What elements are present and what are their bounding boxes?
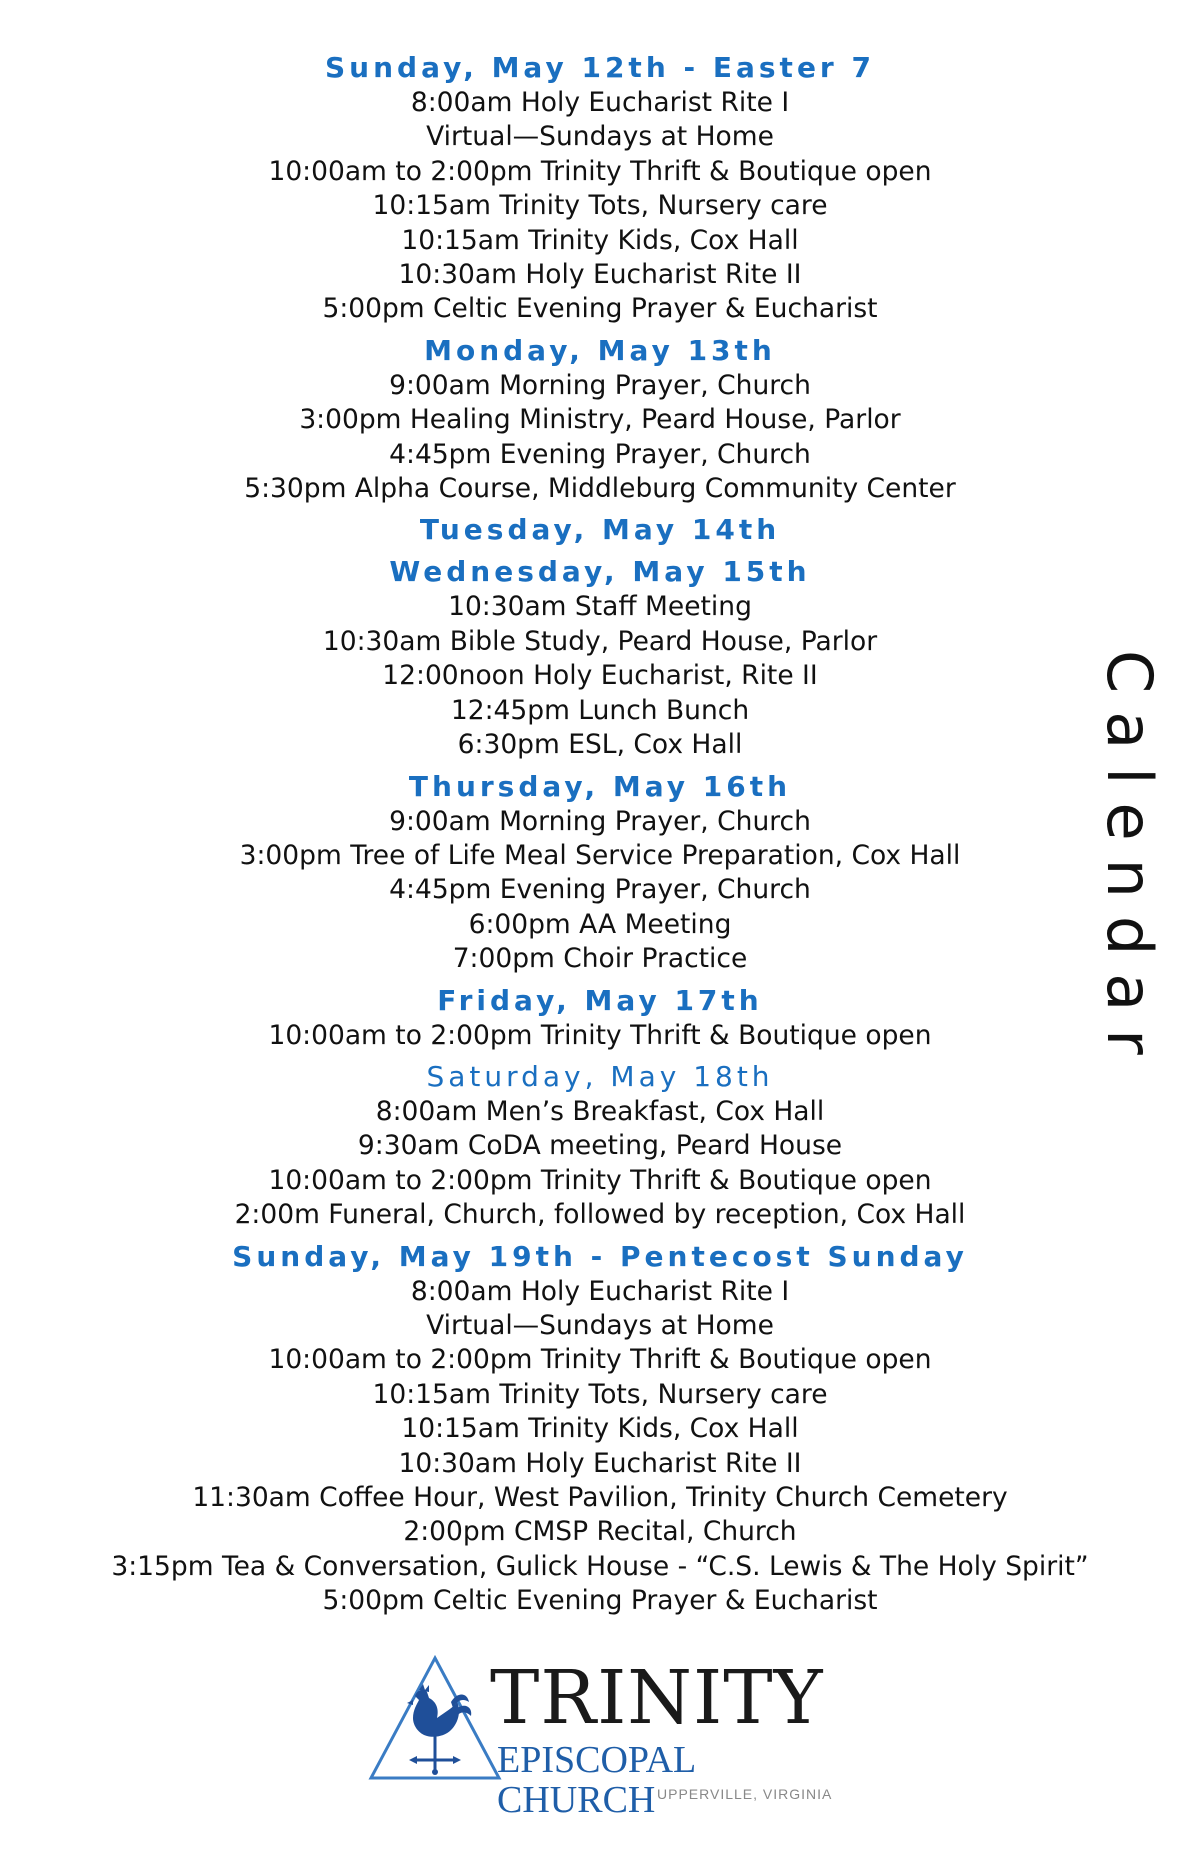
event-line: 4:45pm Evening Prayer, Church [389, 874, 811, 906]
event-line: 10:30am Holy Eucharist Rite II [398, 1447, 802, 1479]
event-line: Virtual—Sundays at Home [426, 121, 774, 153]
event-line: 10:00am to 2:00pm Trinity Thrift & Boutique open [268, 1019, 932, 1051]
event-line: 10:30am Staff Meeting [448, 591, 752, 623]
day-heading: Sunday, May 12th - Easter 7 [325, 51, 875, 84]
event-line: 10:15am Trinity Tots, Nursery care [372, 190, 828, 222]
rooster-weathervane-triangle-icon [365, 1652, 505, 1792]
event-line: 8:00am Holy Eucharist Rite I [410, 1275, 790, 1307]
calendar-side-title: Calendar [1093, 650, 1166, 1073]
event-line: 3:15pm Tea & Conversation, Gulick House - “C.S. Lewis & The Holy Spirit” [111, 1550, 1089, 1582]
event-line: 2:00m Funeral, Church, followed by reception, Cox Hall [234, 1199, 966, 1231]
logo-location: UPPERVILLE, VIRGINIA [657, 1786, 833, 1802]
day-heading: Friday, May 17th [437, 983, 763, 1017]
event-line: 3:00pm Tree of Life Meal Service Preparation, Cox Hall [239, 839, 961, 871]
church-logo [365, 1652, 845, 1821]
day-block [0, 554, 1200, 762]
day-heading: Saturday, May 18th [426, 1059, 774, 1093]
event-line: 10:30am Holy Eucharist Rite II [398, 259, 802, 291]
event-line: 10:00am to 2:00pm Trinity Thrift & Boutique open [268, 1164, 932, 1196]
event-line: 10:00am to 2:00pm Trinity Thrift & Boutique open [268, 1344, 932, 1376]
day-block [0, 1239, 1200, 1619]
day-block [0, 769, 1200, 977]
event-line: 10:00am to 2:00pm Trinity Thrift & Boutique open [268, 155, 932, 187]
event-line: 5:30pm Alpha Course, Middleburg Community Center [244, 473, 956, 505]
day-block [0, 50, 1200, 327]
logo-subtitle: EPISCOPAL CHURCH [497, 1739, 695, 1821]
event-line: 2:00pm CMSP Recital, Church [403, 1516, 797, 1548]
event-line: 4:45pm Evening Prayer, Church [389, 438, 811, 470]
day-heading: Sunday, May 19th - Pentecost Sunday [232, 1239, 968, 1273]
event-line: 10:15am Trinity Kids, Cox Hall [401, 224, 799, 256]
event-line: 10:15am Trinity Tots, Nursery care [372, 1378, 828, 1410]
day-block [0, 333, 1200, 507]
day-block [0, 512, 1200, 548]
day-heading: Tuesday, May 14th [419, 513, 781, 547]
event-line: 11:30am Coffee Hour, West Pavilion, Trinity Church Cemetery [192, 1482, 1008, 1513]
event-line: 5:00pm Celtic Evening Prayer & Eucharist [322, 293, 878, 325]
event-line: 8:00am Holy Eucharist Rite I [410, 87, 790, 118]
event-line: 12:45pm Lunch Bunch [450, 694, 750, 726]
day-heading: Thursday, May 16th [408, 769, 792, 803]
day-block [0, 983, 1200, 1053]
event-line: 10:15am Trinity Kids, Cox Hall [401, 1413, 799, 1445]
logo-name: TRINITY [490, 1655, 824, 1741]
event-line: 9:00am Morning Prayer, Church [389, 805, 811, 837]
event-line: 6:00pm AA Meeting [468, 908, 732, 940]
event-line: 9:00am Morning Prayer, Church [389, 369, 811, 401]
day-heading: Monday, May 13th [424, 333, 776, 367]
event-line: Virtual—Sundays at Home [426, 1309, 774, 1341]
calendar-list [0, 50, 1200, 1619]
day-block [0, 1059, 1200, 1233]
event-line: 6:30pm ESL, Cox Hall [457, 729, 743, 761]
event-line: 7:00pm Choir Practice [452, 943, 748, 975]
event-line: 9:30am CoDA meeting, Peard House [357, 1130, 843, 1162]
event-line: 8:00am Men’s Breakfast, Cox Hall [375, 1095, 825, 1127]
event-line: 12:00noon Holy Eucharist, Rite II [382, 660, 818, 692]
event-line: 10:30am Bible Study, Peard House, Parlor [322, 625, 878, 657]
event-line: 3:00pm Healing Ministry, Peard House, Parlor [299, 404, 901, 436]
event-line: 5:00pm Celtic Evening Prayer & Eucharist [322, 1585, 878, 1617]
day-heading: Wednesday, May 15th [389, 555, 811, 589]
